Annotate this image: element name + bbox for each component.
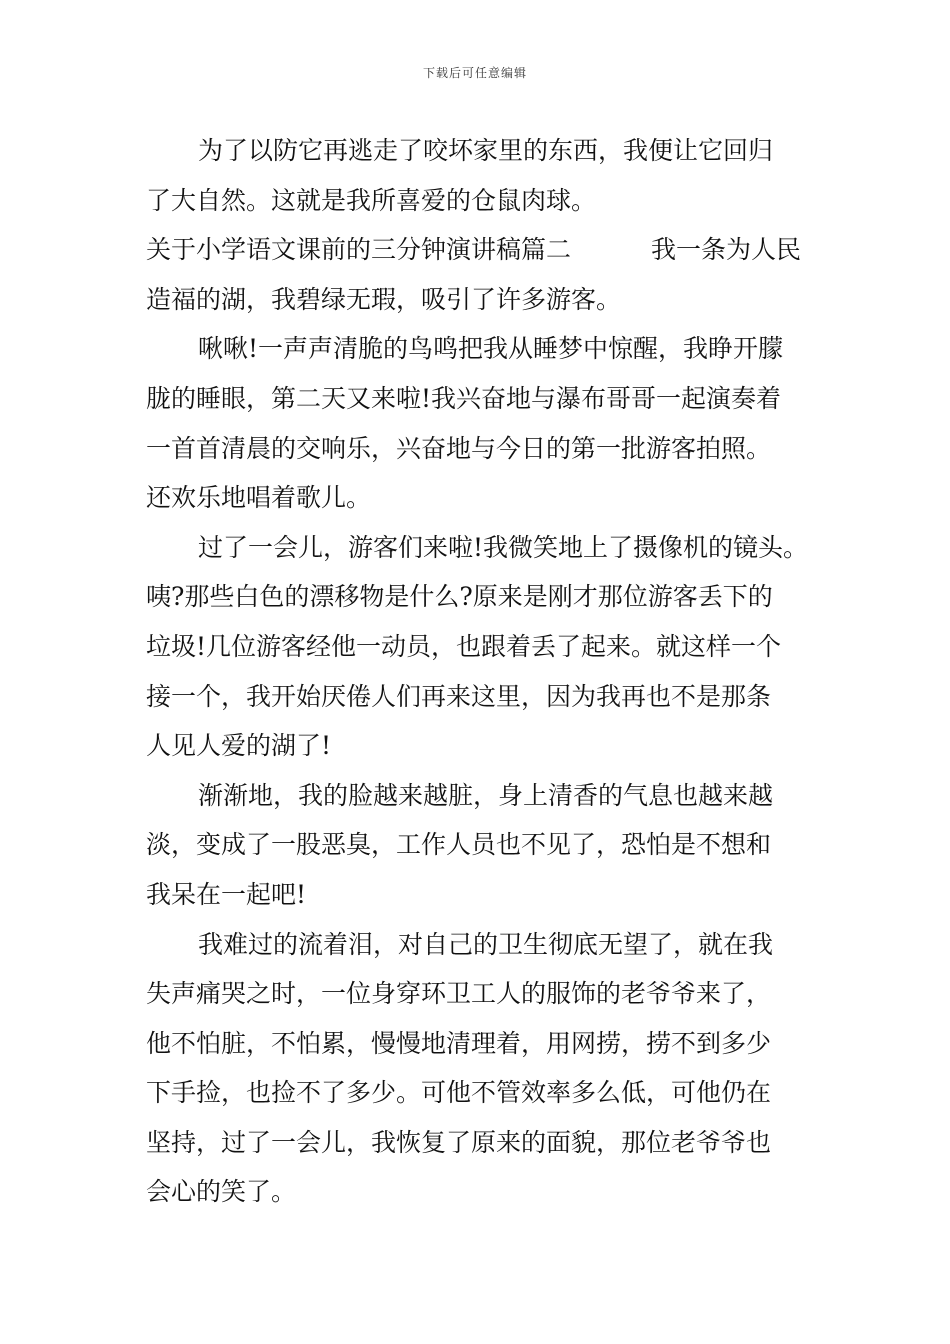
text-line: 淡，变成了一股恶臭，工作人员也不见了，恐怕是不想和	[146, 830, 772, 860]
text-line: 他不怕脏，不怕累，慢慢地清理着，用网捞，捞不到多少	[146, 1028, 772, 1058]
text-line: 为了以防它再逃走了咬坏家里的东西，我便让它回归	[198, 136, 774, 165]
text-line: 我呆在一起吧!	[146, 879, 307, 909]
text-line: 坚持，过了一会儿，我恢复了原来的面貌，那位老爷爷也	[146, 1127, 772, 1157]
text-line: 失声痛哭之时，一位身穿环卫工人的服饰的老爷爷来了，	[146, 979, 772, 1009]
text-line: 咦?那些白色的漂移物是什么?原来是刚才那位游客丢下的	[146, 582, 773, 612]
text-line: 接一个，我开始厌倦人们再来这里，因为我再也不是那条	[146, 681, 772, 711]
text-line: 人见人爱的湖了!	[146, 731, 332, 761]
section-title: 关于小学语文课前的三分钟演讲稿篇二	[146, 235, 572, 265]
text-line: 我难过的流着泪，对自己的卫生彻底无望了，就在我	[198, 929, 774, 959]
text-line: 胧的睡眼，第二天又来啦!我兴奋地与瀑布哥哥一起演奏着	[146, 383, 782, 413]
header-note: 下载后可任意编辑	[422, 66, 527, 80]
text-line: 还欢乐地唱着歌儿。	[146, 483, 372, 513]
title-line	[146, 225, 810, 275]
text-line: 啾啾!一声声清脆的鸟鸣把我从睡梦中惊醒，我睁开朦	[198, 334, 784, 364]
text-line: 下手捡，也捡不了多少。可他不管效率多么低，可他仍在	[146, 1078, 772, 1108]
text-line: 渐渐地，我的脸越来越脏，身上清香的气息也越来越	[198, 780, 774, 810]
text-line: 会心的笑了。	[146, 1177, 297, 1207]
text-line: 一首首清晨的交响乐，兴奋地与今日的第一批游客拍照。	[146, 433, 772, 463]
text-line: 造福的湖，我碧绿无瑕，吸引了许多游客。	[146, 284, 622, 314]
text-line: 了大自然。这就是我所喜爱的仓鼠肉球。	[146, 185, 597, 215]
text-run: 我一条为人民	[651, 235, 802, 265]
text-line: 过了一会儿，游客们来啦!我微笑地上了摄像机的镜头。	[198, 532, 809, 562]
text-line: 垃圾!几位游客经他一动员，也跟着丢了起来。就这样一个	[146, 631, 782, 661]
body-text	[146, 126, 810, 1217]
